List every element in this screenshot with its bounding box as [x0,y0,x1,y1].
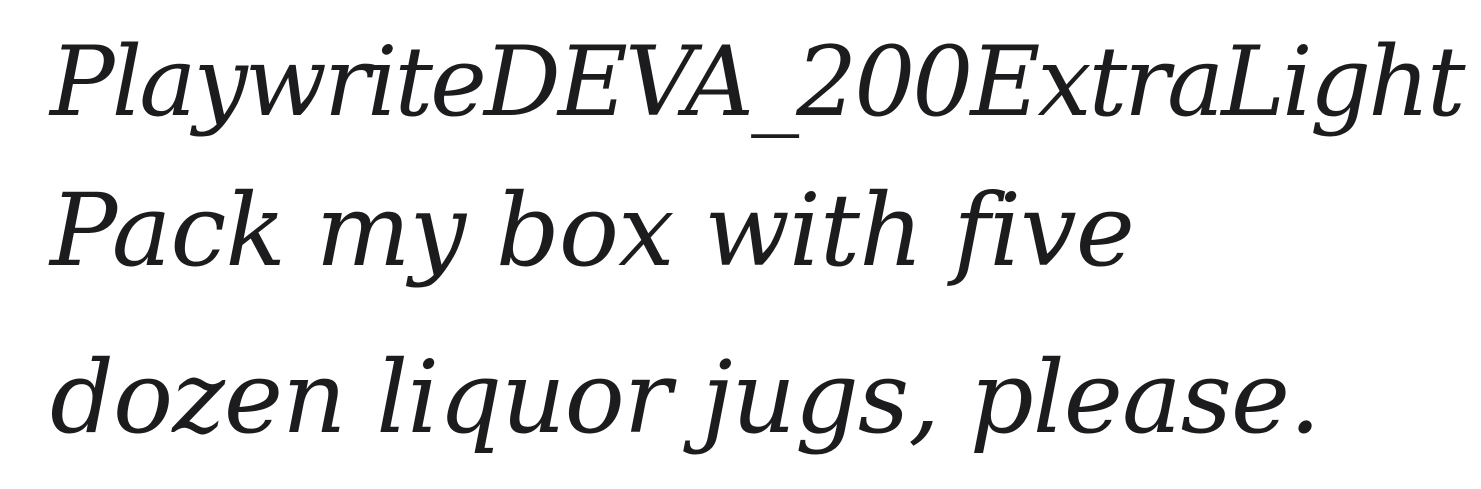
pangram-line-1: Pack my box with five [50,172,1134,289]
pangram-line-2: dozen liquor jugs, please. [50,339,1320,456]
font-name-title: PlaywriteDEVA_200ExtraLight [50,26,1463,138]
